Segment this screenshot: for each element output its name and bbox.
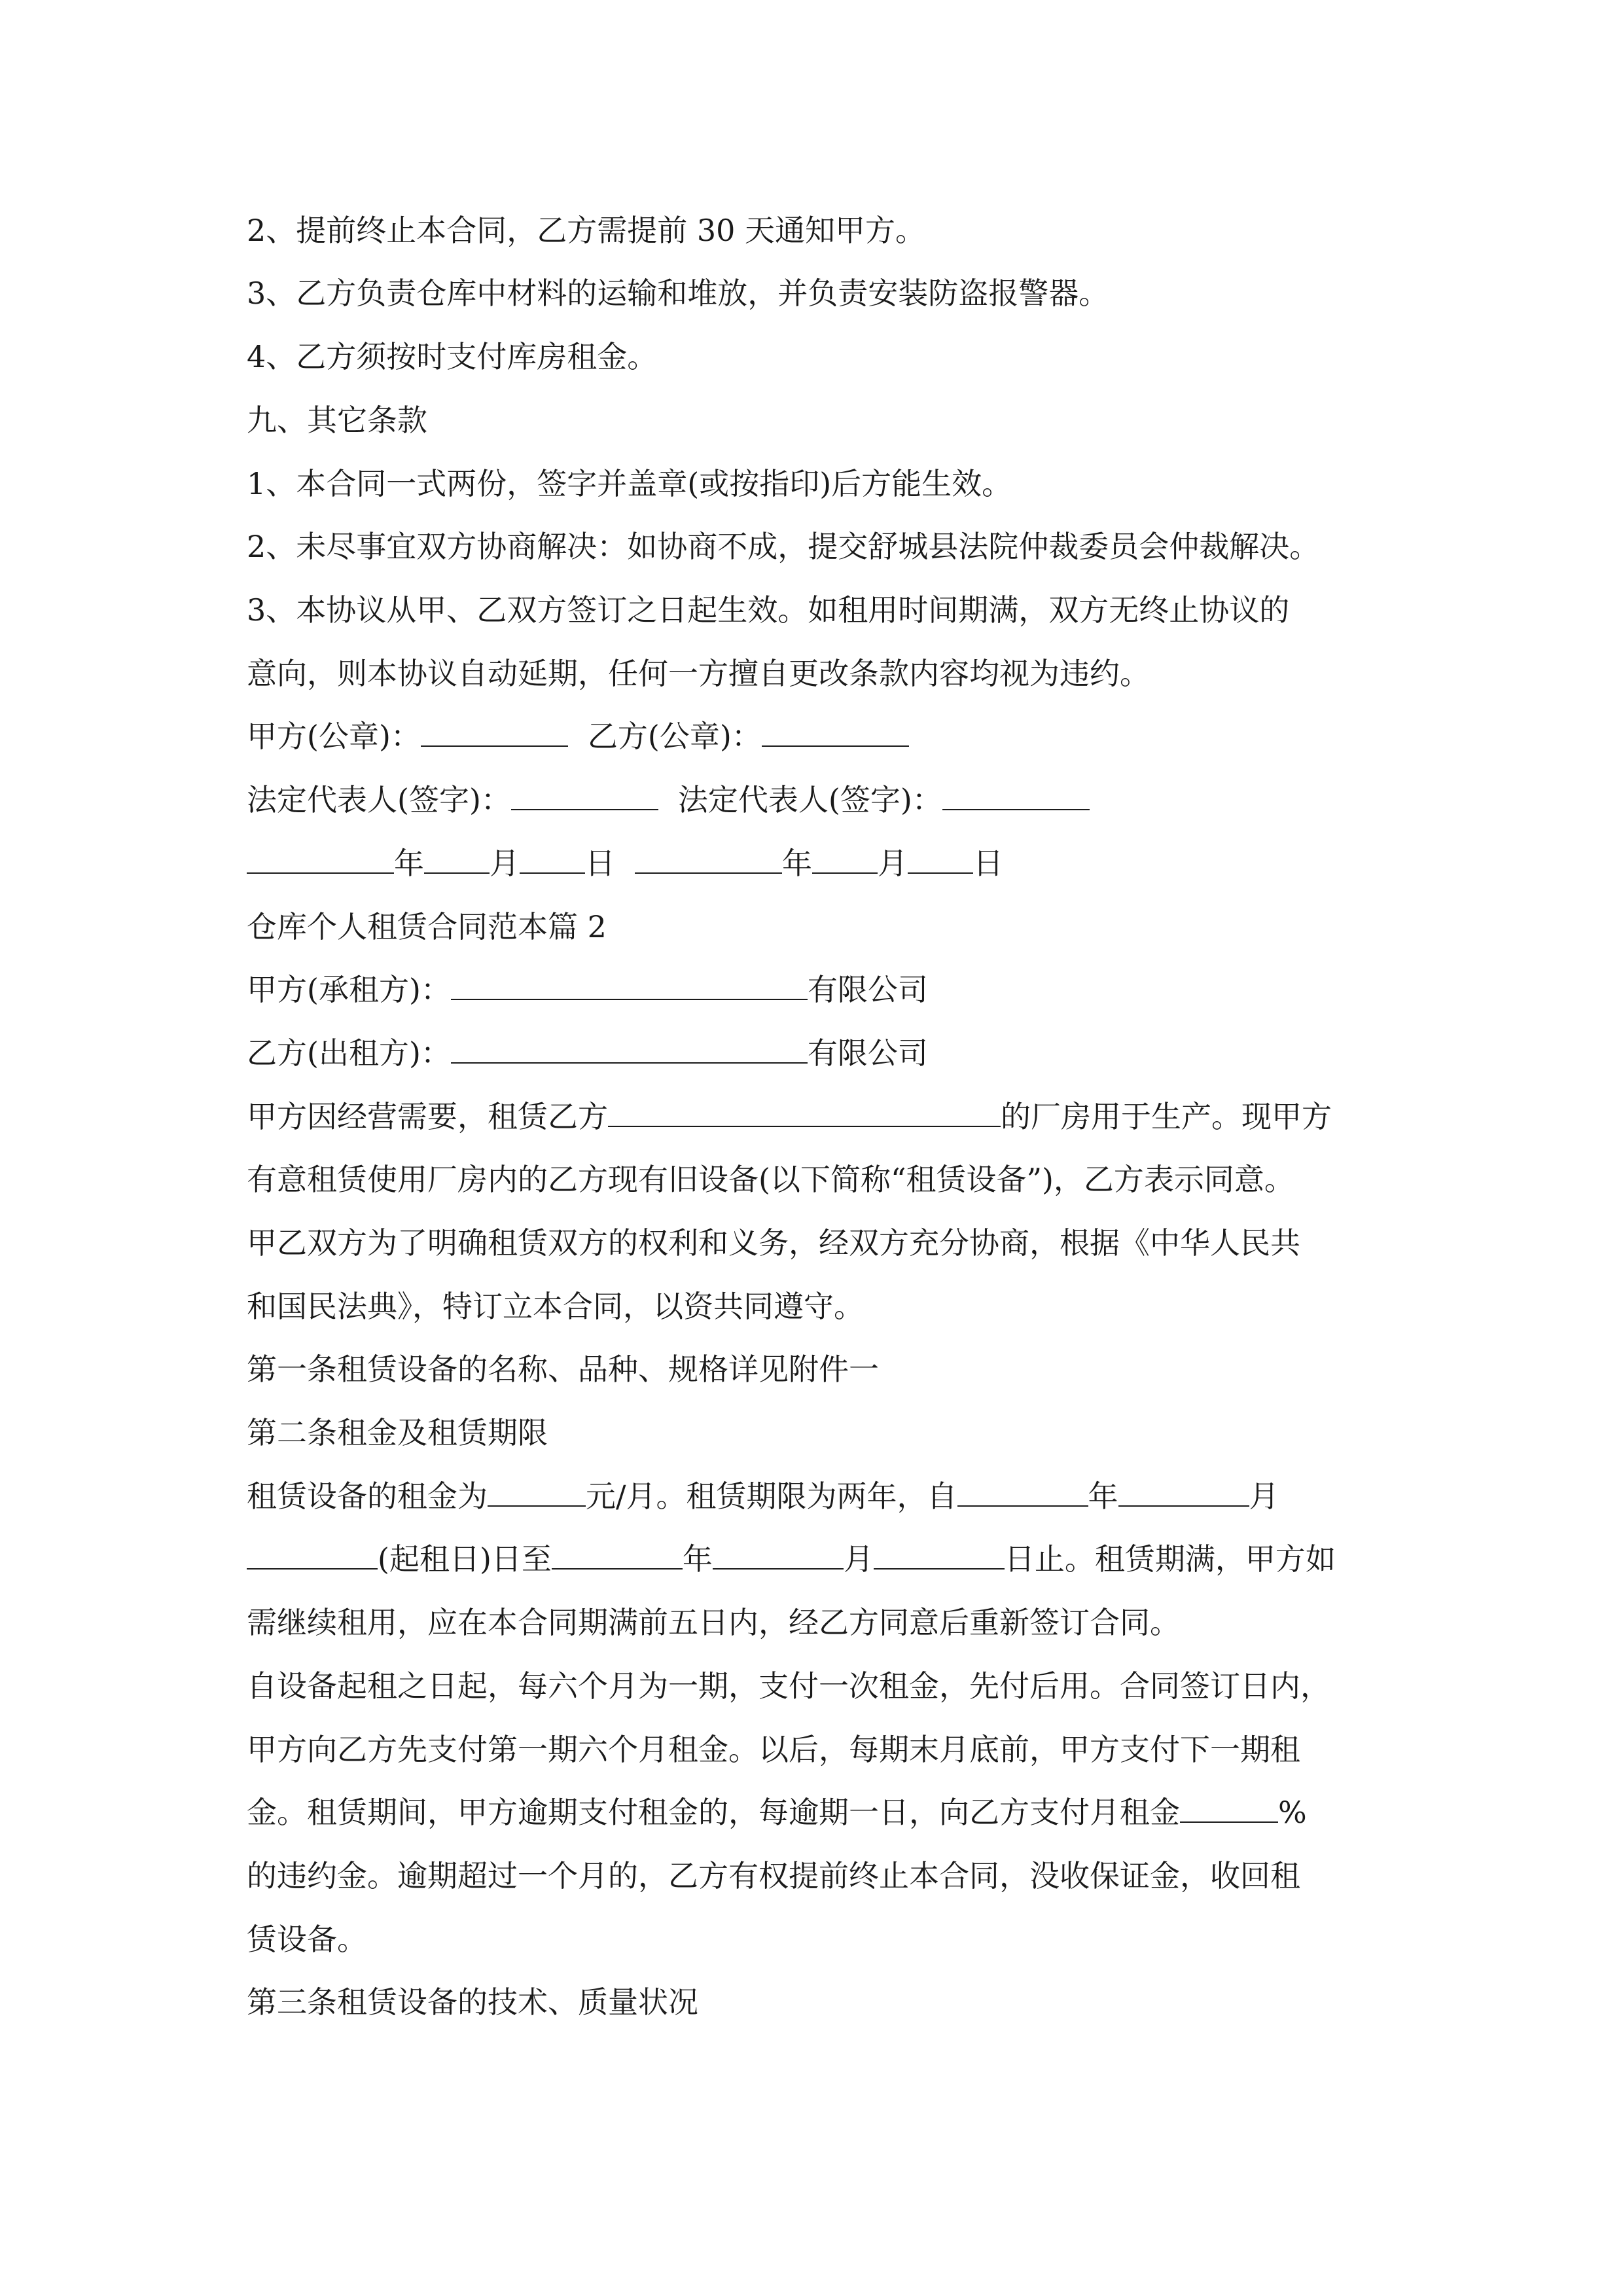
- paragraph-text: 租赁设备的租金为: [247, 1479, 488, 1514]
- paragraph-line: [247, 1730, 1300, 1769]
- paragraph-text: 的厂房用于生产。现甲方: [1001, 1099, 1332, 1134]
- day-label: 日: [973, 846, 1003, 881]
- party-a-day-blank[interactable]: [520, 844, 585, 874]
- paragraph-text: 元/月。租赁期限为两年，自: [586, 1479, 957, 1514]
- clause-text: 1、本合同一式两份，签字并盖章(或按指印)后方能生效。: [247, 466, 1012, 501]
- paragraph-text: 甲方因经营需要，租赁乙方: [247, 1099, 608, 1134]
- percent-sign: %: [1278, 1795, 1307, 1830]
- clause-text: 2、未尽事宜双方协商解决：如协商不成，提交舒城县法院仲裁委员会仲裁解决。: [247, 529, 1320, 564]
- article-heading-text: 第三条租赁设备的技术、质量状况: [247, 1984, 698, 2020]
- clause-text: 3、乙方负责仓库中材料的运输和堆放，并负责安装防盗报警器。: [247, 276, 1109, 311]
- paragraph-text: 金。租赁期间，甲方逾期支付租金的，每逾期一日，向乙方支付月租金: [247, 1795, 1180, 1830]
- clause-line: [247, 590, 1289, 630]
- start-month-blank[interactable]: [1118, 1477, 1249, 1507]
- party-b-name-blank[interactable]: [451, 1033, 808, 1064]
- article-heading-text: 第二条租金及租赁期限: [247, 1415, 548, 1450]
- month-label: 月: [878, 846, 908, 881]
- month-label: 月: [1249, 1479, 1279, 1514]
- paragraph-text: (起租日)日至: [378, 1541, 552, 1577]
- start-year-blank[interactable]: [957, 1477, 1088, 1507]
- year-label: 年: [682, 1541, 713, 1577]
- end-day-blank[interactable]: [874, 1539, 1005, 1570]
- paragraph-line: [247, 1856, 1300, 1895]
- clause-text: 4、乙方须按时支付库房租金。: [247, 339, 658, 374]
- paragraph-text: 日止。租赁期满，甲方如: [1004, 1541, 1336, 1577]
- rent-line: [247, 1477, 1279, 1516]
- paragraph-text: 赁设备。: [247, 1922, 367, 1957]
- clause-line: [247, 337, 657, 376]
- start-day-blank[interactable]: [247, 1539, 378, 1570]
- paragraph-line: [247, 1603, 1180, 1642]
- party-b-line: [247, 1033, 928, 1073]
- signature-row-seal: [247, 717, 909, 756]
- clause-line: [247, 654, 1150, 693]
- signature-date-row: [247, 844, 1003, 883]
- paragraph-text: 和国民法典》，特订立本合同，以资共同遵守。: [247, 1289, 864, 1324]
- year-label: 年: [782, 846, 812, 881]
- article-heading: [247, 1413, 548, 1452]
- end-year-blank[interactable]: [552, 1539, 683, 1570]
- clause-text: 3、本协议从甲、乙双方签订之日起生效。如租用时间期满，双方无终止协议的: [247, 592, 1290, 628]
- signature-row-representative: [247, 780, 1090, 819]
- article-heading-text: 第一条租赁设备的名称、品种、规格详见附件一: [247, 1352, 879, 1387]
- party-a-seal-blank[interactable]: [421, 717, 568, 747]
- year-label: 年: [394, 846, 424, 881]
- paragraph-line: [247, 1287, 864, 1326]
- clause-line: [247, 464, 1012, 503]
- party-a-suffix: 有限公司: [807, 972, 928, 1007]
- penalty-percent-blank[interactable]: [1180, 1793, 1278, 1823]
- party-a-name-blank[interactable]: [451, 970, 808, 1000]
- paragraph-text: 的违约金。逾期超过一个月的，乙方有权提前终止本合同，没收保证金，收回租: [247, 1858, 1300, 1893]
- party-b-year-blank[interactable]: [635, 844, 782, 874]
- rent-amount-blank[interactable]: [488, 1477, 586, 1507]
- article-heading: [247, 1350, 879, 1389]
- party-b-seal-label: 乙方(公章)：: [587, 719, 762, 754]
- paragraph-line: [247, 1223, 1300, 1263]
- month-label: 月: [490, 846, 520, 881]
- party-a-year-blank[interactable]: [247, 844, 394, 874]
- paragraph-text: 甲方向乙方先支付第一期六个月租金。以后，每期末月底前，甲方支付下一期租: [247, 1732, 1300, 1767]
- party-b-day-blank[interactable]: [908, 844, 973, 874]
- party-b-seal-blank[interactable]: [762, 717, 909, 747]
- paragraph-line: [247, 1160, 1294, 1199]
- month-label: 月: [843, 1541, 874, 1577]
- party-b-rep-label: 法定代表人(签字)：: [677, 782, 942, 817]
- paragraph-text: 有意租赁使用厂房内的乙方现有旧设备(以下简称“租赁设备”)，乙方表示同意。: [247, 1162, 1294, 1197]
- paragraph-text: 甲乙双方为了明确租赁双方的权利和义务，经双方充分协商，根据《中华人民共: [247, 1225, 1300, 1261]
- article-heading: [247, 1982, 698, 2022]
- party-a-seal-label: 甲方(公章)：: [247, 719, 421, 754]
- rent-line: [247, 1539, 1336, 1579]
- clause-text: 2、提前终止本合同，乙方需提前 30 天通知甲方。: [247, 213, 926, 248]
- party-b-rep-blank[interactable]: [942, 780, 1090, 810]
- paragraph-line: [247, 1097, 1332, 1136]
- section-heading: [247, 401, 427, 440]
- clause-line: [247, 527, 1319, 566]
- party-b-month-blank[interactable]: [812, 844, 878, 874]
- section-heading-text: 九、其它条款: [247, 403, 427, 438]
- clause-line: [247, 274, 1109, 313]
- premises-blank[interactable]: [608, 1097, 1001, 1127]
- paragraph-line: [247, 1666, 1330, 1706]
- party-a-line: [247, 970, 928, 1009]
- paragraph-text: 自设备起租之日起，每六个月为一期，支付一次租金，先付后用。合同签订日内，: [247, 1668, 1330, 1704]
- paragraph-line: [247, 1793, 1307, 1832]
- year-label: 年: [1088, 1479, 1118, 1514]
- paragraph-text: 需继续租用，应在本合同期满前五日内，经乙方同意后重新签订合同。: [247, 1605, 1180, 1640]
- contract-title-text: 仓库个人租赁合同范本篇 2: [247, 909, 607, 944]
- party-a-rep-label: 法定代表人(签字)：: [247, 782, 511, 817]
- end-month-blank[interactable]: [713, 1539, 844, 1570]
- party-a-label: 甲方(承租方)：: [247, 972, 451, 1007]
- clause-line: [247, 211, 925, 250]
- party-b-suffix: 有限公司: [807, 1035, 928, 1071]
- party-b-label: 乙方(出租方)：: [247, 1035, 451, 1071]
- party-a-rep-blank[interactable]: [511, 780, 658, 810]
- contract-title: [247, 907, 607, 946]
- clause-text: 意向，则本协议自动延期，任何一方擅自更改条款内容均视为违约。: [247, 656, 1150, 691]
- paragraph-line: [247, 1920, 367, 1959]
- party-a-month-blank[interactable]: [424, 844, 490, 874]
- day-label: 日: [585, 846, 615, 881]
